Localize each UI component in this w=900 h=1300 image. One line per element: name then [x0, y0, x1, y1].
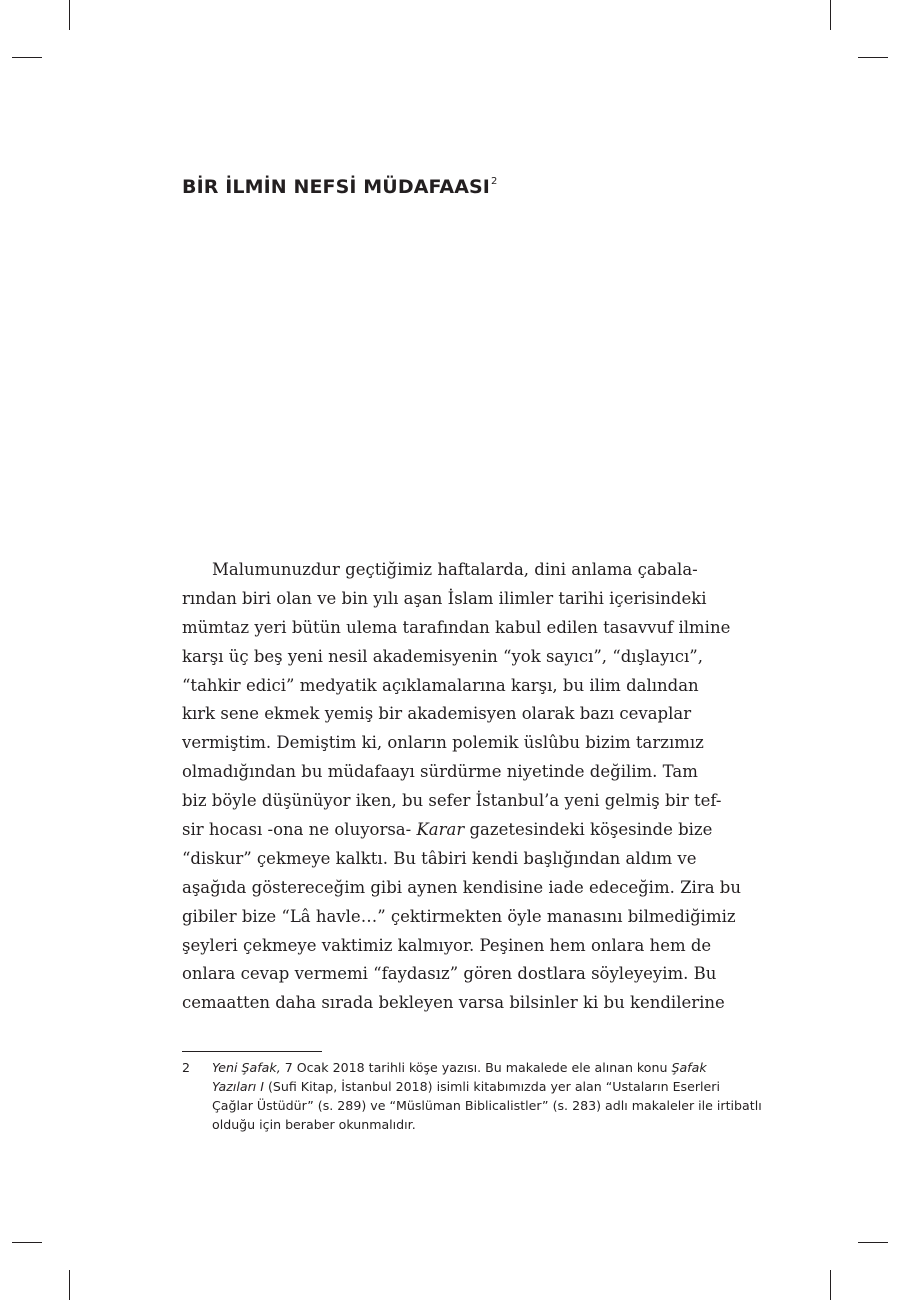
footnote-line: [212, 1058, 722, 1077]
crop-mark: [69, 0, 70, 30]
body-line: “tahkir edici” medyatik açıklamalarına karşı, bu ilim dalından: [182, 675, 699, 695]
crop-mark: [858, 57, 888, 58]
body-line: onlara cevap vermemi “faydasız” gören dostlara söyleyeyim. Bu: [182, 964, 717, 984]
crop-mark: [858, 1242, 888, 1243]
body-line: “diskur” çekmeye kalktı. Bu tâbiri kendi başlığından aldım ve: [182, 848, 697, 868]
body-line: mümtaz yeri bütün ulema tarafından kabul edilen tasavvuf ilmine: [182, 617, 731, 637]
newspaper-name: Karar: [416, 820, 465, 840]
body-text-run: sir hocası -ona ne oluyorsa-: [182, 820, 417, 840]
body-line: vermiştim. Demiştim ki, onların polemik üslûbu bizim tarzımız: [182, 733, 704, 753]
footnote-italic: Şafak: [671, 1060, 707, 1075]
crop-mark: [12, 57, 42, 58]
footnote-italic: Yeni Şafak,: [212, 1060, 281, 1075]
body-paragraph: [182, 556, 741, 1018]
body-line: gibiler bize “Lâ havle…” çektirmekten öyle manasını bilmediğimiz: [182, 906, 736, 926]
body-line: Malumunuzdur geçtiğimiz haftalarda, dini anlama çabala-: [212, 560, 698, 579]
body-line: karşı üç beş yeni nesil akademisyenin “yok sayıcı”, “dışlayıcı”,: [182, 646, 703, 666]
footnote-separator: [182, 1051, 322, 1052]
footnote-text-run: 7 Ocak 2018 tarihli köşe yazısı. Bu makalede ele alınan konu: [280, 1060, 672, 1075]
footnote-line: [212, 1077, 722, 1096]
footnote-italic: Yazıları I: [212, 1079, 264, 1094]
body-line: [182, 816, 718, 845]
footnote-number: 2: [182, 1060, 191, 1075]
body-line: kırk sene ekmek yemiş bir akademisyen olarak bazı cevaplar: [182, 704, 692, 724]
body-line: rından biri olan ve bin yılı aşan İslam ilimler tarihi içerisindeki: [182, 588, 707, 608]
body-line: olmadığından bu müdafaayı sürdürme niyetinde değilim. Tam: [182, 762, 698, 782]
chapter-title-text: BİR İLMİN NEFSİ MÜDAFAASI: [182, 176, 490, 198]
footnote-text: [212, 1058, 762, 1134]
crop-mark: [830, 0, 831, 30]
body-line: şeyleri çekmeye vaktimiz kalmıyor. Peşinen hem onlara hem de: [182, 935, 712, 955]
crop-mark: [12, 1242, 42, 1243]
body-text-run: gazetesindeki köşesinde bize: [464, 820, 713, 840]
chapter-title: [182, 176, 497, 198]
body-line: aşağıda göstereceğim gibi aynen kendisine iade edeceğim. Zira bu: [182, 877, 741, 897]
footnote-reference: 2: [490, 175, 498, 187]
body-line: biz böyle düşünüyor iken, bu sefer İstanbul’a yeni gelmiş bir tef-: [182, 791, 722, 811]
crop-mark: [69, 1270, 70, 1300]
crop-mark: [830, 1270, 831, 1300]
footnote-line: Çağlar Üstüdür” (s. 289) ve “Müslüman Biblicalistler” (s. 283) adlı makaleler ile irtibatlı: [212, 1098, 762, 1113]
footnote-text-run: (Sufi Kitap, İstanbul 2018) isimli kitabımızda yer alan “Ustaların Eserleri: [263, 1079, 720, 1094]
body-line: cemaatten daha sırada bekleyen varsa bilsinler ki bu kendilerine: [182, 993, 725, 1013]
footnote-line: olduğu için beraber okunmalıdır.: [212, 1117, 416, 1132]
